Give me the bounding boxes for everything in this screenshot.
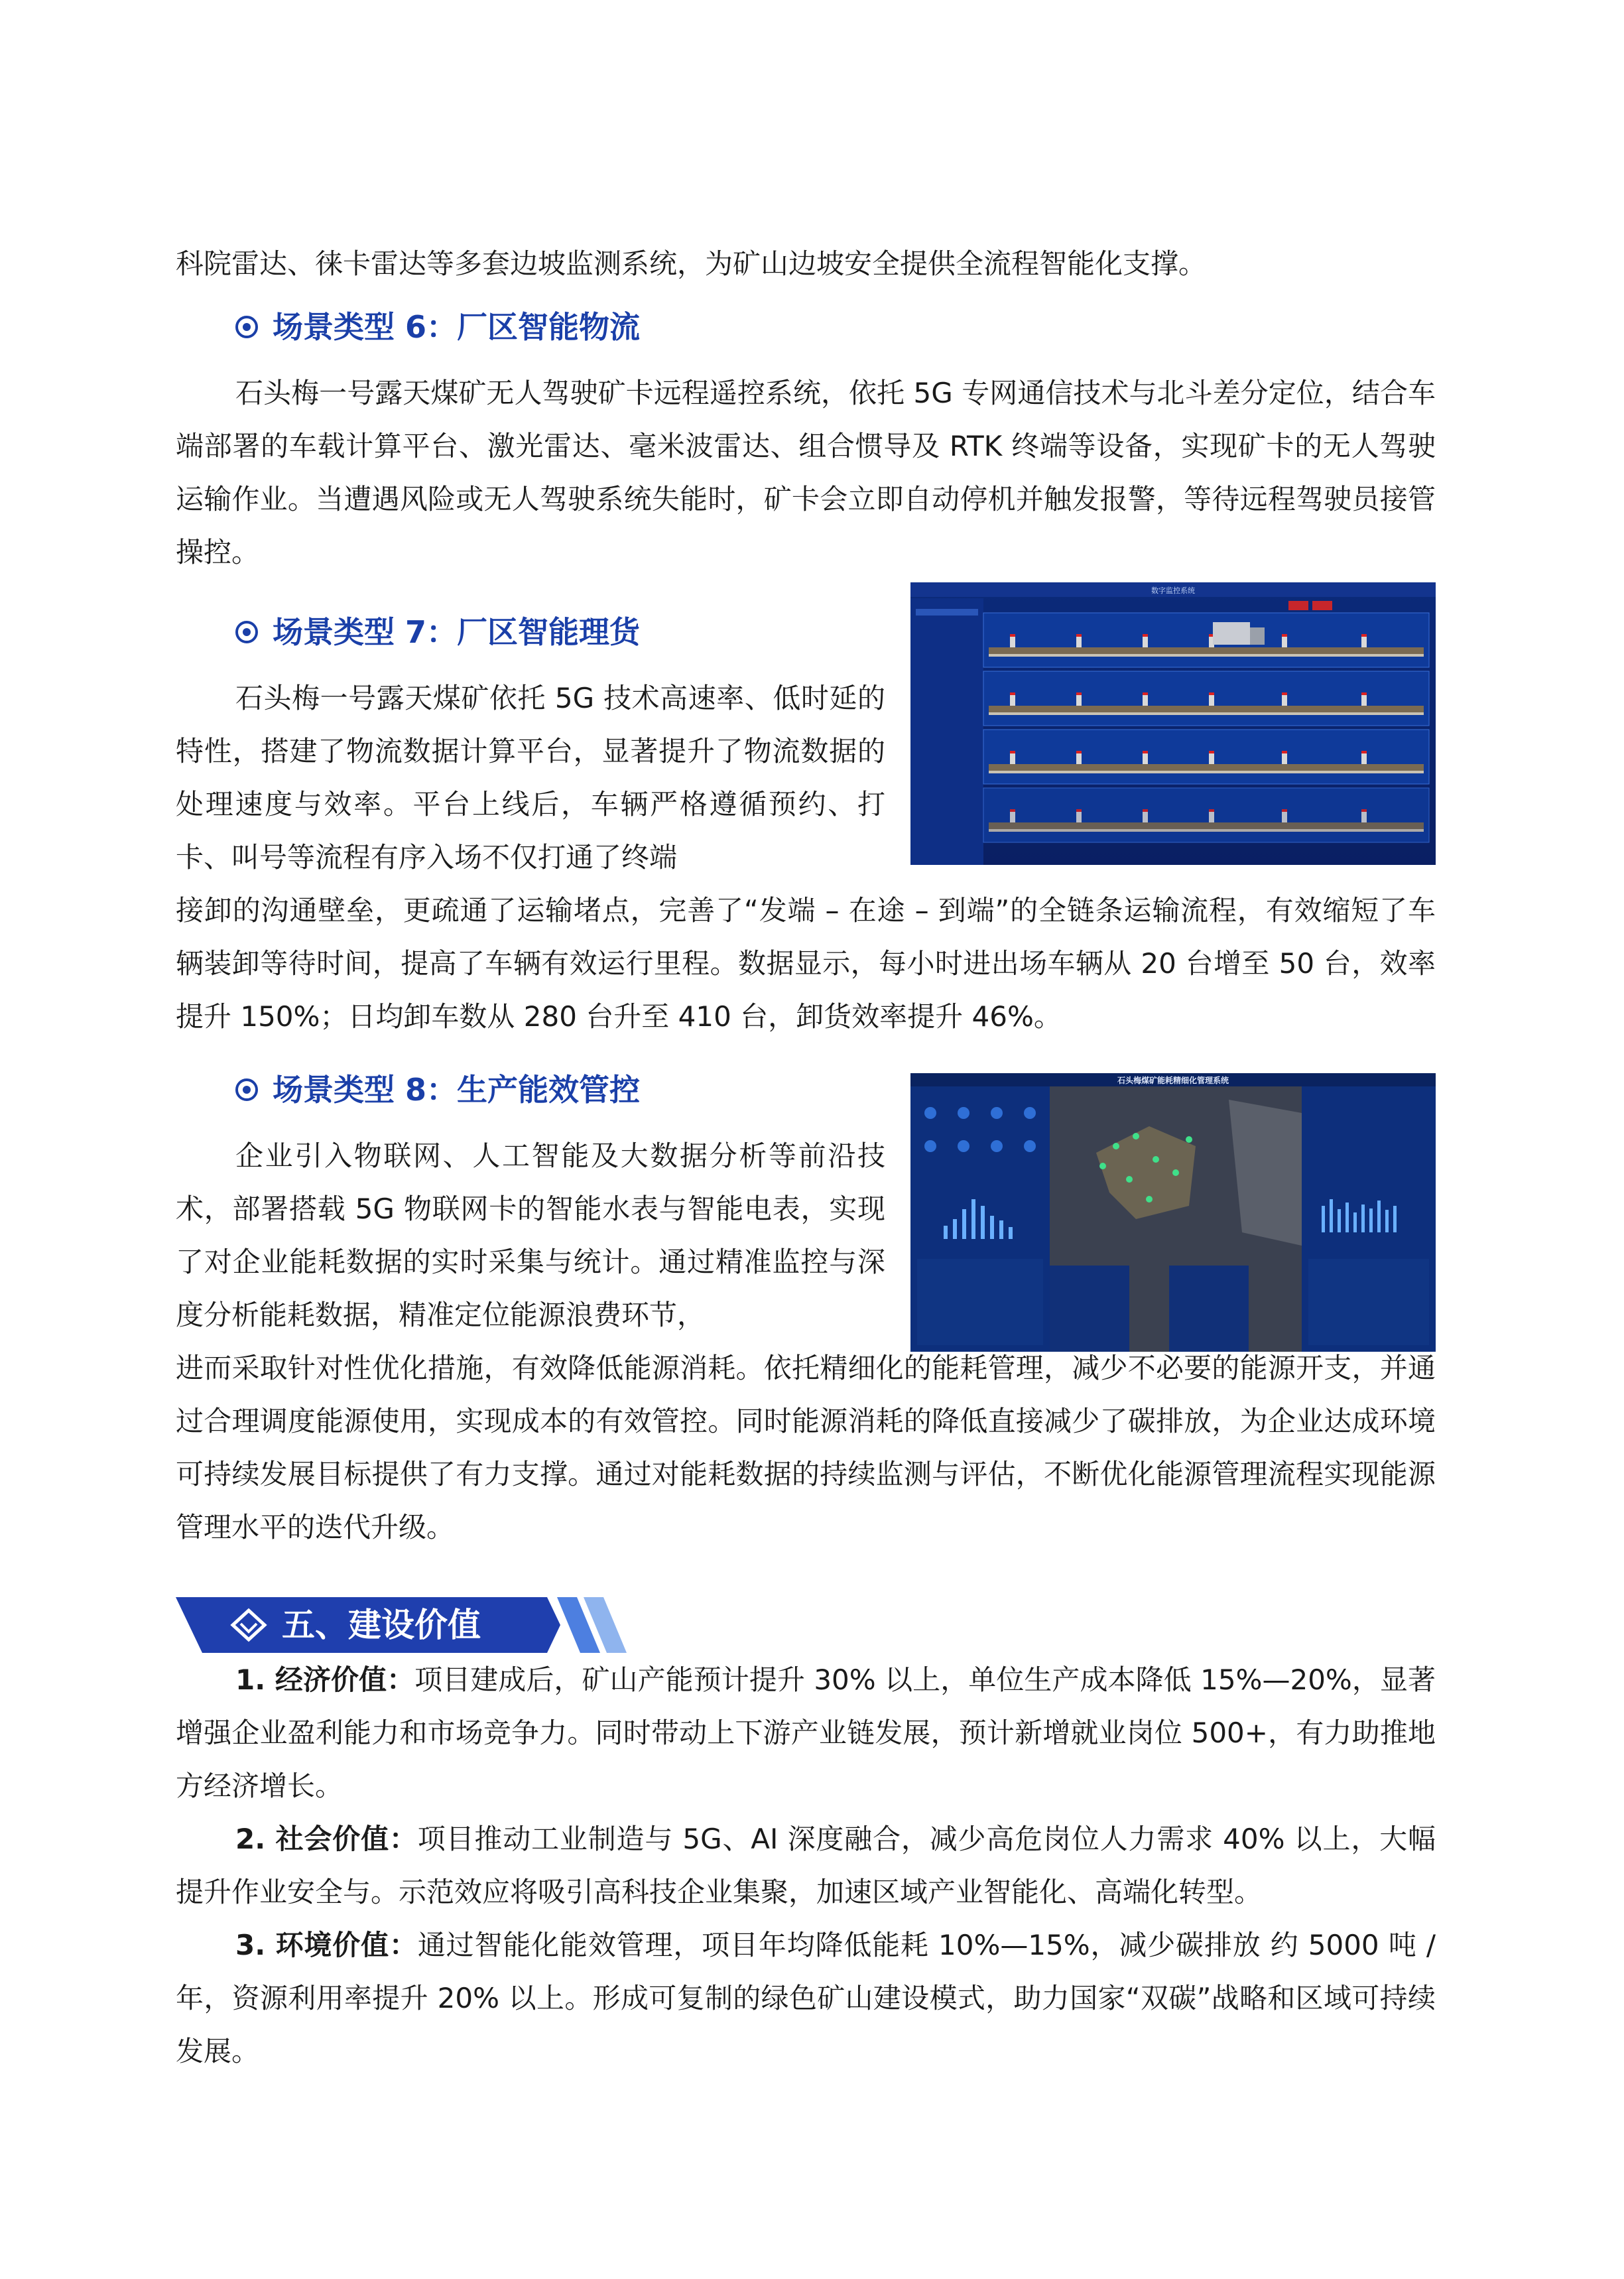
- scene7-heading: [235, 606, 640, 659]
- item-label: 2. 社会价值：: [235, 1823, 418, 1855]
- target-bullet-icon: [235, 316, 258, 338]
- section5-item-environment: [176, 1919, 1436, 2078]
- logistics-monitor-title: 数字监控系统: [1151, 586, 1195, 595]
- scene6-heading: [235, 300, 640, 354]
- section5-item-economic: [176, 1654, 1436, 1813]
- logistics-monitor-screenshot: [910, 582, 1436, 865]
- scene8-heading: [235, 1063, 640, 1116]
- scene6-paragraph: 石头梅一号露天煤矿无人驾驶矿卡远程遥控系统，依托 5G 专网通信技术与北斗差分定位，结合车端部署的车载计算平台、激光雷达、毫米波雷达、组合惯导及 RTK 终端等设备，实现矿卡的无人驾驶运输作业。当遭遇风险或无人驾驶系统失能时，矿卡会立即自动停机并触发报警，等待远程驾驶员接管操控。: [176, 377, 1436, 568]
- section5-title: 五、建设价值: [282, 1605, 481, 1644]
- target-bullet-icon: [235, 621, 258, 643]
- scene7-heading-text: 场景类型 7：厂区智能理货: [273, 614, 641, 650]
- scene6-heading-text: 场景类型 6：厂区智能物流: [273, 309, 641, 345]
- intro-line: 科院雷达、徕卡雷达等多套边坡监测系统，为矿山边坡安全提供全流程智能化支撑。: [176, 247, 1207, 280]
- item-label: 3. 环境价值：: [235, 1929, 418, 1961]
- item-text: 项目推动工业制造与 5G、AI 深度融合，减少高危岗位人力需求 40% 以上，大幅提升作业安全与。示范效应将吸引高科技企业集聚，加速区域产业智能化、高端化转型。: [176, 1823, 1436, 1908]
- energy-dashboard-title: 石头梅煤矿能耗精细化管理系统: [1117, 1076, 1229, 1085]
- item-text: 通过智能化能效管理，项目年均降低能耗 10%—15%，减少碳排放 约 5000 吨 / 年，资源利用率提升 20% 以上。形成可复制的绿色矿山建设模式，助力国家“双碳”战略和区域可持续发展。: [176, 1929, 1436, 2067]
- item-label: 1. 经济价值：: [235, 1663, 415, 1696]
- scene7-side-paragraph: 石头梅一号露天煤矿依托 5G 技术高速率、低时延的特性，搭建了物流数据计算平台，显著提升了物流数据的处理速度与效率。平台上线后，车辆严格遵循预约、打卡、叫号等流程有序入场不仅打通了终端: [176, 682, 885, 874]
- scene8-full-paragraph: 进而采取针对性优化措施，有效降低能源消耗。依托精细化的能耗管理，减少不必要的能源开支，并通过合理调度能源使用，实现成本的有效管控。同时能源消耗的降低直接减少了碳排放，为企业达成环境可持续发展目标提供了有力支撑。通过对能耗数据的持续监测与评估，不断优化能源管理流程实现能源管理水平的迭代升级。: [176, 1352, 1436, 1543]
- section5-item-social: [176, 1813, 1436, 1919]
- section5-banner: [176, 1597, 627, 1653]
- scene8-side-paragraph: 企业引入物联网、人工智能及大数据分析等前沿技术，部署搭载 5G 物联网卡的智能水表与智能电表，实现了对企业能耗数据的实时采集与统计。通过精准监控与深度分析能耗数据，精准定位能源浪费环节，: [176, 1140, 885, 1331]
- scene7-full-paragraph: 接卸的沟通壁垒，更疏通了运输堵点，完善了“发端 – 在途 – 到端”的全链条运输流程，有效缩短了车辆装卸等待时间，提高了车辆有效运行里程。数据显示，每小时进出场车辆从 20 台增至 50 台，效率提升 150%；日均卸车数从 280 台升至 410 台，卸货效率提升 46%。: [176, 894, 1436, 1033]
- energy-dashboard-screenshot: [910, 1073, 1436, 1352]
- scene8-heading-text: 场景类型 8：生产能效管控: [273, 1072, 641, 1108]
- item-text: 项目建成后，矿山产能预计提升 30% 以上，单位生产成本降低 15%—20%，显著增强企业盈利能力和市场竞争力。同时带动上下游产业链发展，预计新增就业岗位 500+，有力助推地方经济增长。: [176, 1663, 1436, 1802]
- target-bullet-icon: [235, 1078, 258, 1101]
